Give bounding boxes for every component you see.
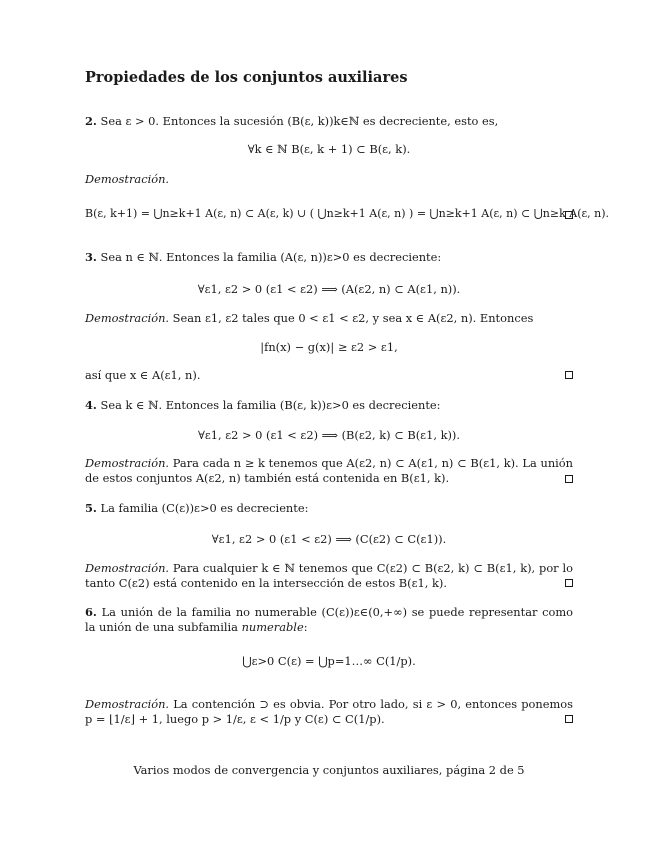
statement-text: La unión de la familia no numerable (C(ε))ε∈(0,+∞) se puede representar como la unión de una subfamilia	[85, 605, 573, 634]
proof-text: Sean ε1, ε2 tales que 0 < ε1 < ε2, y sea x ∈ A(ε2, n). Entonces	[172, 311, 534, 325]
item-5-display: ∀ε1, ε2 > 0 (ε1 < ε2) ⟹ (C(ε2) ⊂ C(ε1)).	[211, 532, 447, 546]
item-2-display: ∀k ∈ ℕ B(ε, k + 1) ⊂ B(ε, k).	[247, 142, 411, 156]
proof-text: La contención ⊃ es obvia. Por otro lado, si ε > 0, entonces ponemos p = ⌊1/ε⌋ + 1, luego p > 1/ε, ε < 1/p y C(ε) ⊂ C(1/p).	[85, 697, 573, 726]
statement-punct: :	[303, 620, 308, 634]
item-4-statement	[85, 398, 573, 413]
item-5-statement	[85, 501, 573, 516]
statement-emphasis: numerable	[241, 620, 304, 634]
qed-square	[565, 371, 573, 379]
statement-text: Sea ε > 0. Entonces la sucesión (B(ε, k))k∈ℕ es decreciente, esto es,	[100, 114, 499, 128]
item-number: 6.	[85, 605, 97, 619]
proof-text: Para cada n ≥ k tenemos que A(ε2, n) ⊂ A(ε1, n) ⊂ B(ε1, k). La unión de estos conjuntos A(ε2, n) también está contenida en B(ε1, k).	[85, 456, 574, 485]
item-2-proof-display: B(ε, k+1) = ⋃n≥k+1 A(ε, n) ⊂ A(ε, k) ∪ ( ⋃n≥k+1 A(ε, n) ) = ⋃n≥k+1 A(ε, n) ⊂ ⋃n≥k A(ε, n).	[85, 207, 610, 220]
item-number: 4.	[85, 398, 97, 412]
item-5-proof	[85, 561, 573, 591]
statement-text: Sea n ∈ ℕ. Entonces la familia (A(ε, n))ε>0 es decreciente:	[100, 250, 442, 264]
item-2-proof-label	[85, 172, 573, 187]
page-footer: Varios modos de convergencia y conjuntos auxiliares, página 2 de 5	[133, 763, 525, 777]
item-number: 3.	[85, 250, 97, 264]
proof-text: Para cualquier k ∈ ℕ tenemos que C(ε2) ⊂ B(ε2, k) ⊂ B(ε1, k), por lo tanto C(ε2) está contenido en la intersección de estos B(ε1, k).	[85, 561, 573, 590]
statement-text: La familia (C(ε))ε>0 es decreciente:	[100, 501, 309, 515]
proof-label: Demostración.	[85, 561, 170, 575]
item-3-proof-display: |fn(x) − g(x)| ≥ ε2 > ε1,	[260, 340, 398, 354]
item-3-display: ∀ε1, ε2 > 0 (ε1 < ε2) ⟹ (A(ε2, n) ⊂ A(ε1, n)).	[197, 282, 461, 296]
item-6-statement	[85, 605, 573, 635]
proof-label: Demostración.	[85, 172, 170, 186]
item-6-proof	[85, 697, 573, 727]
proof-label: Demostración.	[85, 456, 170, 470]
proof-label: Demostración.	[85, 697, 170, 711]
item-4-display: ∀ε1, ε2 > 0 (ε1 < ε2) ⟹ (B(ε2, k) ⊂ B(ε1, k)).	[197, 428, 460, 442]
item-number: 5.	[85, 501, 97, 515]
proof-label: Demostración.	[85, 311, 170, 325]
item-number: 2.	[85, 114, 97, 128]
item-6-display: ⋃ε>0 C(ε) = ⋃p=1…∞ C(1/p).	[242, 654, 416, 668]
section-title: Propiedades de los conjuntos auxiliares	[85, 69, 408, 86]
statement-text: Sea k ∈ ℕ. Entonces la familia (B(ε, k))ε>0 es decreciente:	[100, 398, 441, 412]
qed-square	[565, 579, 573, 587]
item-3-proof	[85, 311, 573, 326]
item-3-proof-end: así que x ∈ A(ε1, n).	[85, 368, 201, 382]
qed-square	[565, 475, 573, 483]
paper-page	[85, 0, 610, 848]
qed-square	[565, 715, 573, 723]
item-2-statement	[85, 114, 573, 129]
qed-square	[565, 211, 573, 219]
item-3-statement	[85, 250, 573, 265]
item-4-proof	[85, 456, 573, 486]
